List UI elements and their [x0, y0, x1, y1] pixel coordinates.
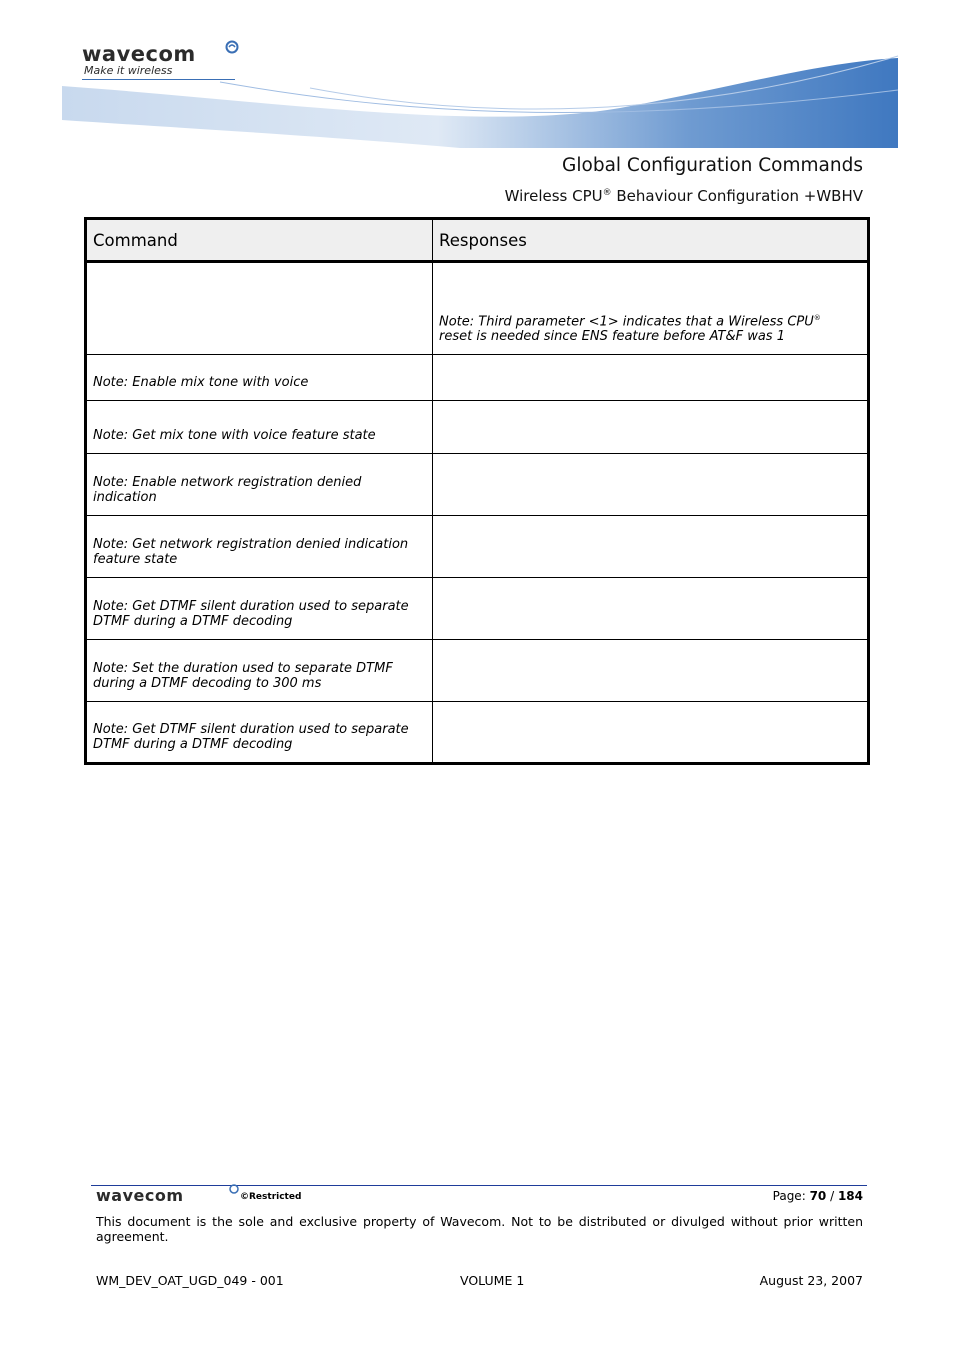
confidentiality-notice: This document is the sole and exclusive property of Wavecom. Not to be distributed or divulged without prior written agreement. — [96, 1214, 863, 1244]
footer-logo-wordmark: wavecom — [96, 1186, 184, 1205]
response-cell — [433, 454, 869, 516]
table-header-row — [86, 219, 869, 262]
table-row — [86, 516, 869, 578]
document-date: August 23, 2007 — [759, 1273, 863, 1288]
response-cell — [433, 516, 869, 578]
table-row — [86, 355, 869, 401]
command-cell: Note: Get DTMF silent duration used to separate DTMF during a DTMF decoding — [86, 578, 433, 640]
header-swoosh-banner — [60, 50, 900, 150]
response-cell — [433, 578, 869, 640]
table-row — [86, 640, 869, 702]
response-cell — [433, 702, 869, 764]
command-cell — [86, 262, 433, 355]
response-cell — [433, 355, 869, 401]
logo-tagline: Make it wireless — [84, 64, 173, 77]
response-cell — [433, 401, 869, 454]
volume-label: VOLUME 1 — [460, 1273, 525, 1288]
table-row — [86, 401, 869, 454]
command-cell: Note: Get DTMF silent duration used to separate DTMF during a DTMF decoding — [86, 702, 433, 764]
column-header-command: Command — [86, 219, 433, 262]
page-subtitle: Wireless CPU® Behaviour Configuration +WBHV — [504, 187, 863, 205]
command-cell: Note: Enable network registration denied indication — [86, 454, 433, 516]
document-id: WM_DEV_OAT_UGD_049 - 001 — [96, 1273, 284, 1288]
footer-divider — [91, 1185, 867, 1186]
restricted-label: ©Restricted — [240, 1192, 302, 1202]
page-number: Page: 70 / 184 — [772, 1189, 863, 1203]
response-cell — [433, 640, 869, 702]
command-cell: Note: Get mix tone with voice feature state — [86, 401, 433, 454]
command-response-table — [84, 217, 870, 765]
command-cell: Note: Enable mix tone with voice — [86, 355, 433, 401]
wavecom-logo-swirl-icon — [229, 1184, 239, 1194]
page-title: Global Configuration Commands — [562, 155, 863, 176]
table-row — [86, 578, 869, 640]
response-cell: Note: Third parameter <1> indicates that a Wireless CPU® reset is needed since ENS feature before AT&F was 1 — [433, 262, 869, 355]
logo-wordmark: wavecom — [82, 42, 196, 66]
table-row — [86, 454, 869, 516]
table-row — [86, 702, 869, 764]
column-header-responses: Responses — [433, 219, 869, 262]
table-row — [86, 262, 869, 355]
command-cell: Note: Set the duration used to separate DTMF during a DTMF decoding to 300 ms — [86, 640, 433, 702]
command-cell: Note: Get network registration denied indication feature state — [86, 516, 433, 578]
